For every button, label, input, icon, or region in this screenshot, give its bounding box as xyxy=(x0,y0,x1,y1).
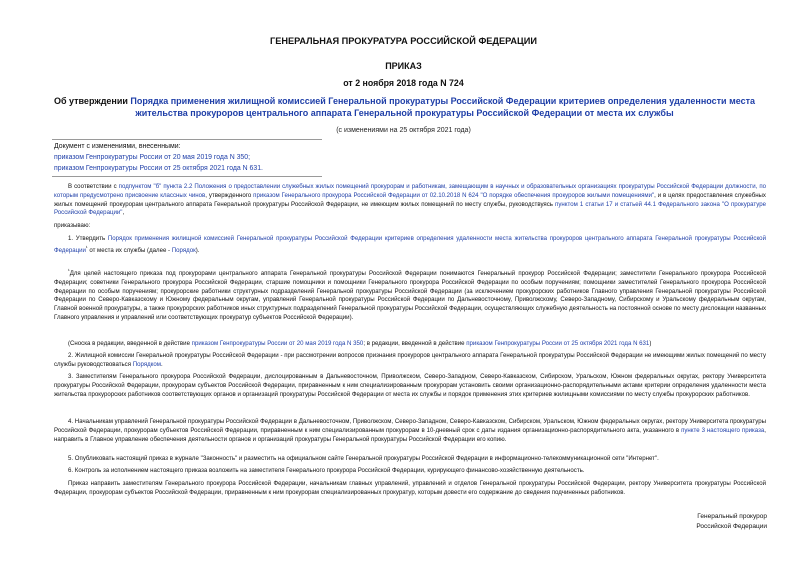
item1-link-poryadok[interactable]: Порядок xyxy=(171,246,196,254)
item4-text-1: 4. Начальникам управлений Генеральной прокуратуры Российской Федерации в Дальневосточном, Приволжском, Северо-Западном, Северо-Кавказском, Сибирском, Уральском, Южном федеральных округах, ректору Университета прокуратуры Российской Федерации, прокурорам субъектов Российской Федерации, приравненным к ним специализированным прокурорам в 10-дневный срок с даты издания организационно-распорядительного акта, указанного в xyxy=(54,418,766,434)
signature-org: Российской Федерации xyxy=(696,523,767,530)
item-3-paragraph: 3. Заместителям Генерального прокурора Российской Федерации, дислоцированным в Дальневосточном, Приволжском, Северо-Западном, Северо-Кавказском, Сибирском, Уральском, Южном федеральных округах, ректору Университета прокуратуры Российской Федерации, прокурорам субъектов Российской Федерации, приравненным к ним специализированным прокурорам установить своими организационно-распорядительными актами критерии определения удаленности места жительства прокурорских работников соответствующих органов и организаций прокуратуры Российской Федерации от места их службы и порядок применения этих критериев жилищными комиссиями по месту службы прокурорских работников. xyxy=(54,373,766,398)
item2-text-2: . xyxy=(161,360,163,368)
footnote-text: Для целей настоящего приказа под прокурорами центрального аппарата Генеральной прокуратуры Российской Федерации понимаются Генеральный прокурор Российской Федерации; заместители Генерального прокурора Российской Федерации; советники Генерального прокурора Российской Федерации, старшие помощники и помощники Генерального прокурора Российской Федерации по особым поручениям; помощники заместителей Генерального прокурора Российской Федерации по особым поручениям; прокурорские работники структурных подразделений Генеральной прокуратуры Российской Федерации (за исключением прокурорских работников Главного управления Генеральной прокуратуры Российской Федерации по Северо-Кавказскому и Южному федеральным округам, управлений Генеральной прокуратуры Российской Федерации по Дальневосточному, Приволжскому, Северо-Западному, Сибирскому и Уральскому федеральным округам, Главной военной прокуратуры, а также прокурорских работников иных структурных подразделений Генеральной прокуратуры Российской Федерации, осуществляющих служебную деятельность на постоянной основе по месту дислокации названных Главного управления и управлений или соответствующих прокуратур субъектов Российской Федерации). xyxy=(54,270,766,322)
changes-note: (с изменениями на 25 октября 2021 года) xyxy=(336,127,471,134)
changes-link-1[interactable]: приказом Генпрокуратуры России от 20 мая 2019 года N 350; xyxy=(54,154,251,161)
item4-link[interactable]: пункте 3 настоящего приказа xyxy=(681,426,765,434)
doc-type-heading: ПРИКАЗ xyxy=(385,61,422,71)
item-2-paragraph xyxy=(54,352,766,370)
footnote-edit-note xyxy=(54,340,766,349)
title-link[interactable]: Порядка применения жилищной комиссией Генеральной прокуратуры Российской Федерации критериев определения удаленности места жительства прокуроров центрального аппарата Генеральной прокуратуры Российской Федерации от места их службы xyxy=(130,96,756,118)
date-number-heading: от 2 ноября 2018 года N 724 xyxy=(343,78,464,88)
divider-bottom xyxy=(52,176,322,177)
fe-link-2[interactable]: приказом Генпрокуратуры России от 25 октября 2021 года N 631 xyxy=(466,340,650,347)
item1-text-3: ). xyxy=(195,246,200,254)
title-prefix: Об утверждении xyxy=(53,96,131,106)
item-5-paragraph: 5. Опубликовать настоящий приказ в журнале "Законность" и разместить на официальном сайте Генеральной прокуратуры Российской Федерации в информационно-телекоммуникационной сети "Интернет". xyxy=(68,455,659,462)
signature-title: Генеральный прокурор xyxy=(697,513,767,520)
preamble-paragraph xyxy=(54,183,766,218)
item1-text-1: 1. Утвердить xyxy=(68,235,108,242)
footnote-mark-ref: ¹ xyxy=(68,268,70,274)
changes-doc-label: Документ с изменениями, внесенными: xyxy=(54,143,181,150)
preamble-text-3: , и в целях предоставления служебных жилых помещений прокурорам центрального аппарата Генеральной прокуратуры Российской Федерации, не имеющим жилых помещений по месту службы, руководствуясь xyxy=(54,191,766,208)
fe-text-1: (Сноска в редакции, введенной в действие xyxy=(68,340,192,347)
preamble-text-2: , утвержденного xyxy=(205,191,254,199)
changes-link-2[interactable]: приказом Генпрокуратуры России от 25 октября 2021 года N 631. xyxy=(54,165,263,172)
orders-line: приказываю: xyxy=(54,222,91,229)
item-6-paragraph: 6. Контроль за исполнением настоящего приказа возложить на заместителя Генерального прокурора Российской Федерации, курирующего финансово-хозяйственную деятельность. xyxy=(68,467,585,474)
divider-top xyxy=(52,139,322,140)
preamble-link-1[interactable]: подпунктом "б" пункта 2.2 Положения о предоставлении служебных жилых помещений прокурорам и работникам, замещающим в научных и образовательных организациях прокуратуры Российской Федерации должности, по которым предусмотрено присвоение классных чинов xyxy=(54,183,767,199)
footnote-mark: ¹ xyxy=(85,244,88,251)
fe-link-1[interactable]: приказом Генпрокуратуры России от 20 мая 2019 года N 350 xyxy=(191,340,364,347)
fe-text-2: ; в редакции, введенной в действие xyxy=(363,340,467,347)
item-1-paragraph xyxy=(54,235,766,256)
item4-text-2: , направить в Главное управление обеспечения деятельности органов и организаций прокуратуры Генеральной прокуратуры Российской Федерации его копию. xyxy=(54,426,766,443)
item2-text-1: 2. Жилищной комиссии Генеральной прокуратуры Российской Федерации - при рассмотрении вопросов признания прокуроров центрального аппарата Генеральной прокуратуры Российской Федерации не имеющими жилых помещений по месту службы руководствоваться xyxy=(54,352,766,368)
preamble-link-2[interactable]: приказом Генерального прокурора Российской Федерации от 02.10.2018 N 624 "О порядке обеспечения прокуроров жилыми помещениями" xyxy=(253,191,655,199)
preamble-text-4: , xyxy=(122,209,125,217)
item-4-paragraph xyxy=(54,418,766,444)
fe-text-3: ) xyxy=(649,340,652,347)
item1-text-2: от места их службы (далее - xyxy=(87,246,172,254)
changes-doc-block xyxy=(54,141,263,174)
org-heading: ГЕНЕРАЛЬНАЯ ПРОКУРАТУРА РОССИЙСКОЙ ФЕДЕРАЦИИ xyxy=(270,36,537,46)
preamble-link-3[interactable]: пунктом 1 статьи 17 и статьей 44.1 Федерального закона "О прокуратуре Российской Федерации" xyxy=(54,200,766,217)
footnote-paragraph xyxy=(54,267,766,323)
item1-link-order[interactable]: Порядок применения жилищной комиссией Генеральной прокуратуры Российской Федерации критериев определения удаленности места жительства прокуроров центрального аппарата Генеральной прокуратуры Российской Федерации xyxy=(54,235,766,254)
document-title xyxy=(52,96,757,119)
distribution-paragraph: Приказ направить заместителям Генерального прокурора Российской Федерации, начальникам главных управлений, управлений и отделов Генеральной прокуратуры Российской Федерации, ректору Университета прокуратуры Российской Федерации, прокурорам субъектов Российской Федерации, приравненным к ним прокурорам специализированных прокуратур, которым довести его содержание до сведения подчиненных работников. xyxy=(54,480,766,496)
signature-block xyxy=(617,512,767,532)
preamble-text-1: В соответствии с xyxy=(68,183,119,190)
item2-link[interactable]: Порядком xyxy=(132,360,161,368)
